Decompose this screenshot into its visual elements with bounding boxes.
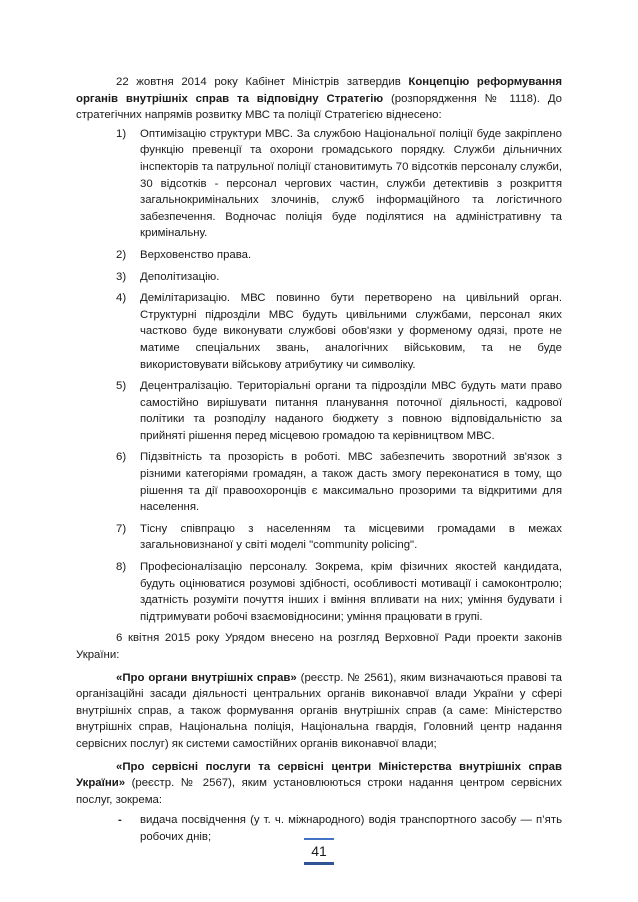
list-item-number: 7) [116, 522, 127, 535]
list-item-text: Деполітизацію. [140, 270, 220, 283]
intro-bold-title: Концепцію реформування органів внутрішніх справ та відповідну Стратегію [76, 76, 562, 105]
intro-text: 22 жовтня 2014 року Кабінет Міністрів затвердив [116, 76, 409, 88]
list-item-number: 5) [116, 380, 127, 393]
law-2-text: (реєстр. № 2567), яким установлюються строки надання центром сервісних послуг, зокрема: [76, 777, 562, 806]
list-item-number: 6) [116, 451, 127, 464]
list-item-number: 4) [116, 292, 127, 305]
list-item-text: Оптимізацію структури МВС. За службою Національної поліції буде закріплено функцію превенції та охорони громадського порядку. Служби дільничних інспекторів та патрульної поліції становитимуть 70 відсотків персоналу служби, 30 відсотків - персонал чергових частин, служби детективів з розкриття загальнокримінальних злочинів, служб інформаційного та логістичного забезпечення. Водночас поліція буде поділятися на адміністративну та кримінальну. [140, 127, 562, 240]
laws-intro-paragraph: 6 квітня 2015 року Урядом внесено на розгляд Верховної Ради проекти законів України: [76, 632, 562, 661]
list-item [76, 126, 562, 242]
list-item [76, 290, 562, 373]
list-item [76, 559, 562, 625]
document-body [76, 74, 562, 846]
list-item-number: 1) [116, 127, 127, 140]
list-item [76, 378, 562, 444]
page-footer [0, 838, 638, 865]
footer-divider-bottom [304, 862, 334, 865]
list-item-number: 3) [116, 270, 127, 283]
list-item-text: Децентралізацію. Територіальні органи та підрозділи МВС будуть мати право самостійно вирішувати питання планування поточної діяльності, кадрової політики та розподілу наданого бюджету з повною відповідальністю за прийняті рішення перед місцевою громадою та керівництвом МВС. [140, 380, 562, 442]
dash-bullet: - [118, 814, 122, 827]
list-item-text: Тісну співпрацю з населенням та місцевими громадами в межах загальновизнаної у світі моделі "community policing". [140, 522, 562, 552]
list-item-number: 2) [116, 248, 127, 261]
intro-paragraph [76, 74, 562, 124]
list-item-text: Підзвітність та прозорість в роботі. МВС забезпечить зворотний зв'язок з різними категоріями громадян, а також дасть змогу переконатися в тому, що рішення та дії правоохоронців є максимально прозорими та відкритими для населення. [140, 451, 562, 514]
strategy-directions-list [76, 126, 562, 626]
list-item [76, 449, 562, 515]
list-item [76, 269, 562, 286]
law-1-paragraph [76, 670, 562, 753]
law-2-paragraph [76, 759, 562, 809]
list-item-text: видача посвідчення (у т. ч. міжнародного) водія транспортного засобу — п’ять робочих днів; [140, 814, 562, 843]
list-item-text: Демілітаризацію. МВС повинно бути перетворено на цивільний орган. Структурні підрозділи МВС будуть цивільними службами, персонал яких частково буде виконувати службові обов'язки у форменому одязі, проте не матиме спеціальних звань, аналогічних військовим, та не буде використовувати військову атрибутику чи символіку. [140, 292, 562, 371]
list-item-text: Верховенство права. [140, 248, 252, 261]
list-item [76, 247, 562, 264]
list-item [76, 521, 562, 554]
list-item-text: Професіоналізацію персоналу. Зокрема, крім фізичних якостей кандидата, будуть оцінюватися розумові здібності, особливості мотивації і самоконтролю; здатність розуміти почуття інших і вміння впливати на них; уміння будувати і підтримувати робочі взаємовідносини; уміння працювати в групі. [140, 561, 562, 623]
intro-text-end: (розпорядження № 1118). До стратегічних напрямів розвитку МВС та поліції Стратегією віднесено: [76, 92, 563, 122]
law-1-title: «Про органи внутрішніх справ» [116, 671, 297, 684]
law-1-text: (реєстр. № 2561), яким визначаються правові та організаційні засади діяльності центральних органів виконавчої влади України у сфері внутрішніх справ, а також формування органів внутрішніх справ (а саме: Міністерство внутрішніх справ, Національна поліція, Національна гвардія, Головний центр надання сервісних послуг) як системи самостійних органів виконавчої влади; [76, 671, 562, 750]
law-2-title: «Про сервісні послуги та сервісні центри Міністерства внутрішніх справ України» [76, 760, 562, 790]
page-number: 41 [311, 843, 327, 859]
list-item-number: 8) [116, 561, 127, 574]
